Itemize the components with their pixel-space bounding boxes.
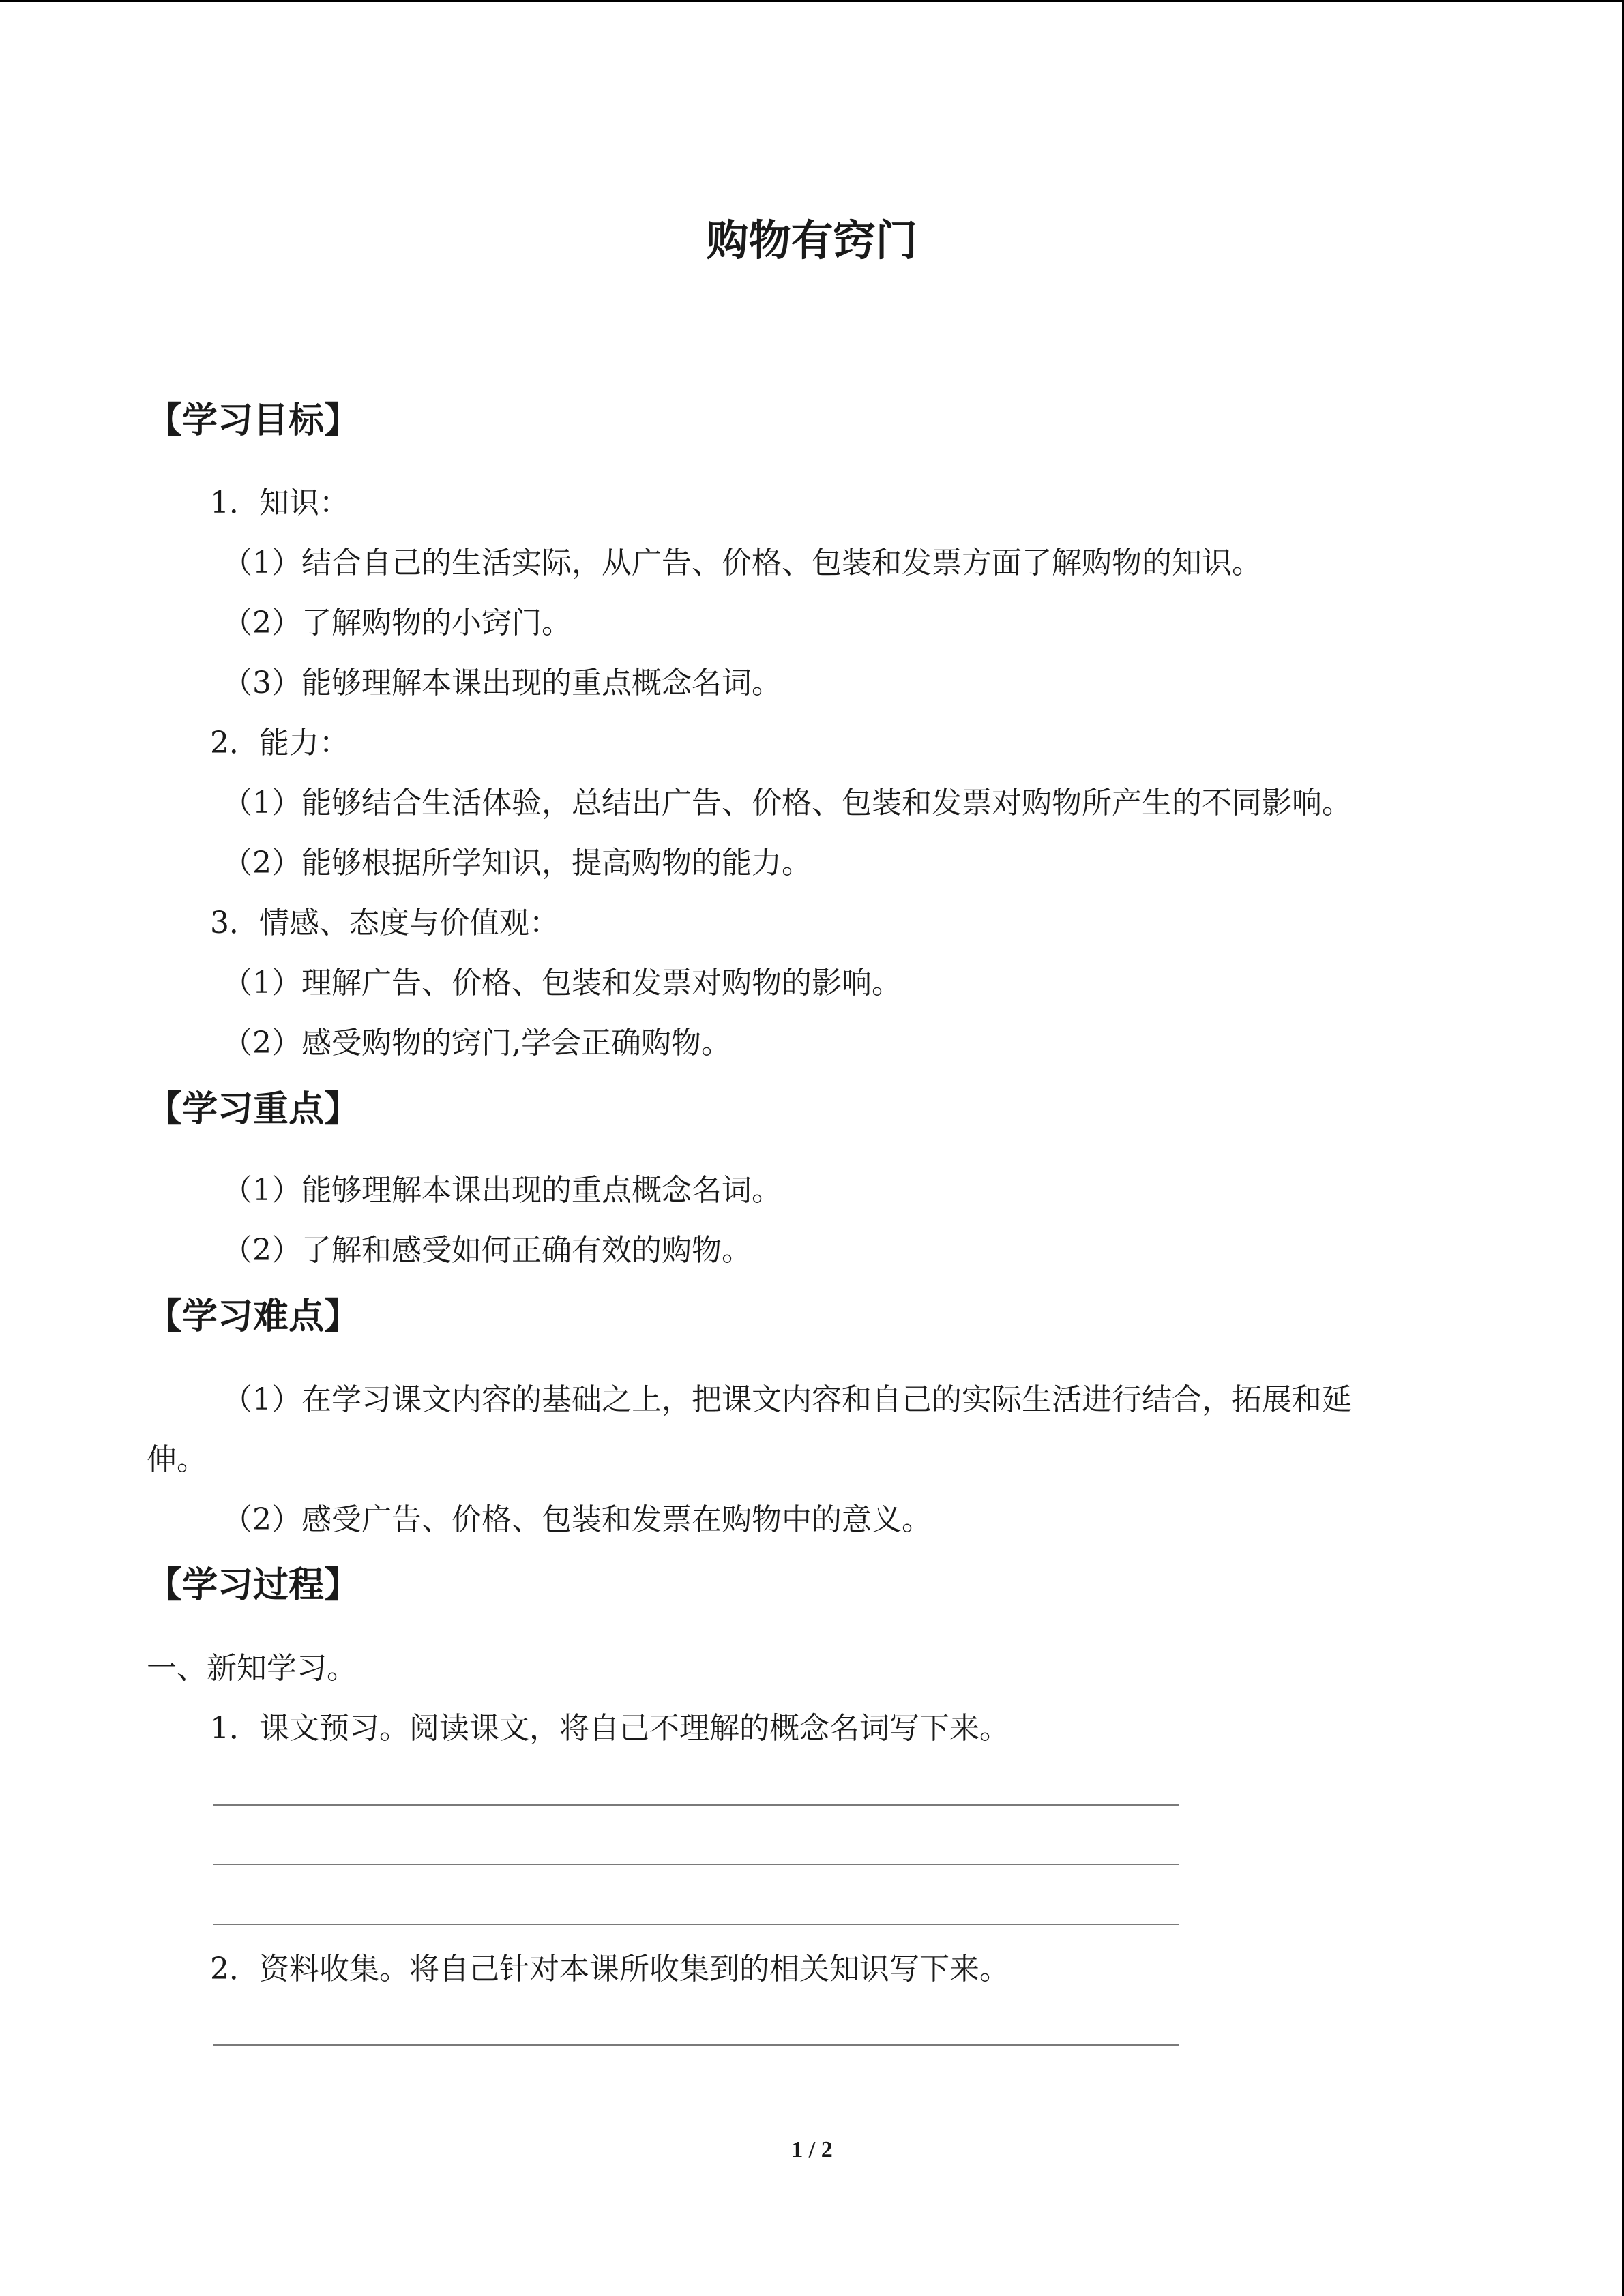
page-number: 1 / 2 bbox=[791, 2137, 833, 2162]
heading-key-points: 【学习重点】 bbox=[147, 1089, 360, 1130]
ability-label: 2．能力： bbox=[210, 726, 349, 760]
answer-line bbox=[213, 2044, 1179, 2046]
task-preview: 1．课文预习。阅读课文，将自己不理解的概念名词写下来。 bbox=[210, 1711, 1009, 1746]
key-point-item: （2）了解和感受如何正确有效的购物。 bbox=[222, 1233, 752, 1268]
values-label: 3．情感、态度与价值观： bbox=[210, 906, 559, 940]
page-title: 购物有窍门 bbox=[706, 215, 918, 265]
page-border-top bbox=[0, 0, 1624, 2]
key-point-item: （1）能够理解本课出现的重点概念名词。 bbox=[222, 1173, 782, 1208]
values-item: （2）感受购物的窍门,学会正确购物。 bbox=[222, 1026, 731, 1060]
task-material-collection: 2．资料收集。将自己针对本课所收集到的相关知识写下来。 bbox=[210, 1952, 1009, 1986]
answer-line bbox=[213, 1924, 1179, 1925]
knowledge-item: （2）了解购物的小窍门。 bbox=[222, 606, 572, 640]
ability-item: （1）能够结合生活体验，总结出广告、价格、包装和发票对购物所产生的不同影响。 bbox=[222, 786, 1352, 820]
knowledge-item: （1）结合自己的生活实际，从广告、价格、包装和发票方面了解购物的知识。 bbox=[222, 546, 1262, 580]
difficulty-item: （2）感受广告、价格、包装和发票在购物中的意义。 bbox=[222, 1502, 932, 1537]
heading-learning-goals: 【学习目标】 bbox=[147, 400, 360, 441]
heading-learning-process: 【学习过程】 bbox=[147, 1565, 360, 1606]
process-section-title: 一、新知学习。 bbox=[147, 1651, 357, 1686]
difficulty-item-continuation: 伸。 bbox=[147, 1442, 207, 1477]
knowledge-label: 1．知识： bbox=[210, 486, 349, 520]
answer-line bbox=[213, 1804, 1179, 1806]
ability-item: （2）能够根据所学知识，提高购物的能力。 bbox=[222, 846, 812, 880]
heading-difficulties: 【学习难点】 bbox=[147, 1296, 360, 1337]
difficulty-item: （1）在学习课文内容的基础之上，把课文内容和自己的实际生活进行结合，拓展和延 bbox=[222, 1382, 1352, 1417]
answer-line bbox=[213, 1864, 1179, 1865]
knowledge-item: （3）能够理解本课出现的重点概念名词。 bbox=[222, 666, 782, 700]
values-item: （1）理解广告、价格、包装和发票对购物的影响。 bbox=[222, 966, 902, 1000]
